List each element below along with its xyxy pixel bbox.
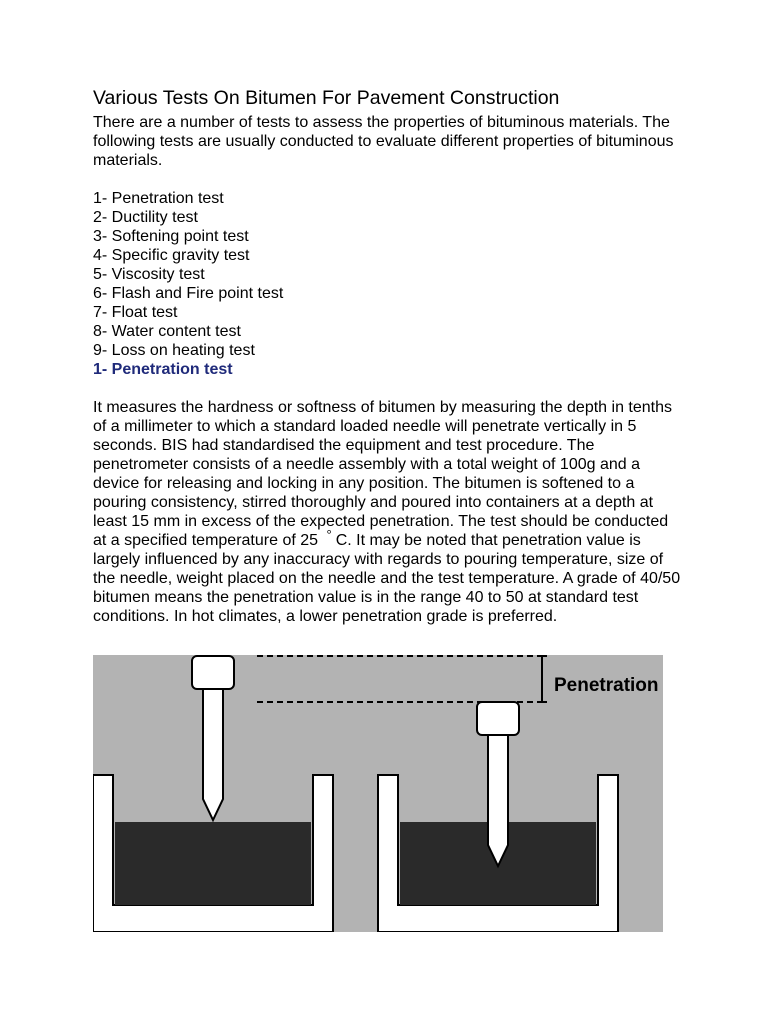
penetration-figure — [93, 655, 663, 932]
penetration-diagram — [93, 655, 663, 932]
document-title: Various Tests On Bitumen For Pavement Construction — [93, 87, 560, 109]
left-needle-head — [192, 656, 234, 689]
body-paragraph — [93, 398, 683, 626]
list-item: 4- Specific gravity test — [93, 247, 250, 264]
spacer — [93, 170, 683, 189]
body-text-part1: It measures the hardness or softness of bitumen by measuring the depth in tenths of a millimeter to which a standard loaded needle will penetrate vertically in 5 seconds. BIS had standardised the equipment and test procedure. The penetrometer consists of a needle assembly with a total weight of 100g and a device for releasing and locking in any position. The bitumen is softened to a pouring consistency, stirred thoroughly and poured into containers at a depth at least 15 mm in excess of the expected penetration. The test should be conducted at a specified temperature of 25 — [93, 399, 672, 549]
left-bitumen — [115, 822, 311, 905]
list-item: 1- Penetration test — [93, 190, 224, 207]
list-item: 2- Ductility test — [93, 209, 198, 226]
document-page — [93, 86, 683, 626]
list-item: 9- Loss on heating test — [93, 342, 255, 359]
list-item: 3- Softening point test — [93, 228, 249, 245]
list-item: 7- Float test — [93, 304, 178, 321]
section-heading: 1- Penetration test — [93, 361, 233, 378]
right-needle-head — [477, 702, 519, 735]
list-item: 8- Water content test — [93, 323, 241, 340]
spacer — [93, 379, 683, 398]
body-text-part2: C. It may be noted that penetration value is largely influenced by any inaccuracy with regards to pouring temperature, size of the needle, weight placed on the needle and the test temperature. A grade of 40/50 bitumen means the penetration value is in the range 40 to 50 at standard test conditions. In hot climates, a lower penetration grade is preferred. — [93, 532, 681, 625]
intro-paragraph: There are a number of tests to assess the properties of bituminous materials. The following tests are usually conducted to evaluate different properties of bituminous materials. — [93, 114, 674, 169]
list-item: 6- Flash and Fire point test — [93, 285, 284, 302]
right-needle — [488, 735, 508, 866]
tests-list — [93, 189, 683, 360]
penetration-label: Penetration — [554, 675, 659, 696]
degree-symbol: ° — [326, 527, 332, 542]
left-needle — [203, 689, 223, 820]
list-item: 5- Viscosity test — [93, 266, 205, 283]
